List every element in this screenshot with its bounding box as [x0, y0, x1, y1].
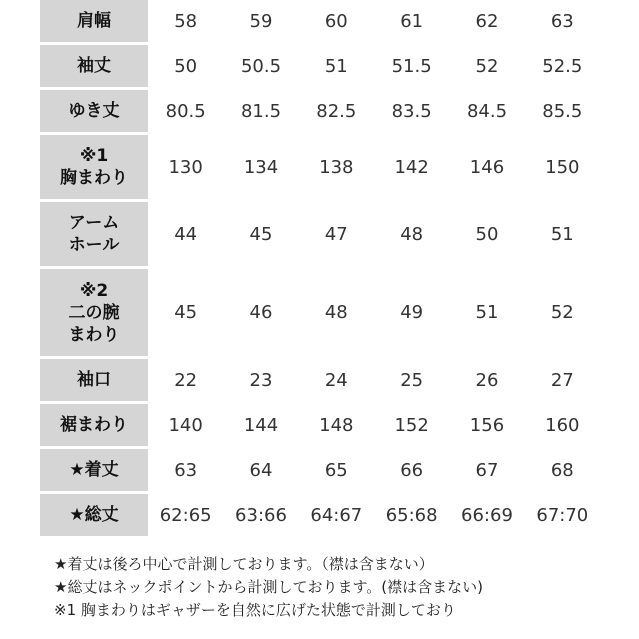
cell: 52.5 — [542, 55, 583, 77]
cell: 142 — [394, 156, 429, 178]
cell: 64 — [249, 459, 273, 481]
row-label: 肩幅 — [40, 0, 148, 44]
cell: 160 — [545, 414, 580, 436]
size-table — [40, 0, 600, 539]
cell: 61 — [400, 11, 424, 33]
cell: 63 — [174, 459, 198, 481]
cell: 63:66 — [235, 504, 287, 526]
cell: 65:68 — [385, 504, 438, 526]
row-label: 裾まわり — [40, 403, 148, 448]
cell: 144 — [243, 414, 279, 436]
table-row — [40, 448, 600, 493]
cell: 68 — [550, 459, 574, 481]
cell: 83.5 — [391, 100, 432, 122]
cell: 48 — [324, 302, 348, 323]
cell: 148 — [319, 414, 354, 436]
cell: 64:67 — [310, 504, 363, 526]
table-row — [40, 358, 600, 403]
cell: 50.5 — [240, 55, 282, 77]
cell: 65 — [324, 459, 348, 481]
cell: 47 — [324, 223, 348, 245]
cell: 62 — [475, 11, 499, 33]
table-row — [40, 403, 600, 448]
cell: 52 — [550, 302, 574, 323]
cell: 44 — [174, 223, 198, 245]
cell: 80.5 — [165, 100, 206, 122]
row-label: ※1 胸まわり — [40, 134, 148, 201]
cell: 81.5 — [240, 100, 282, 122]
cell: 60 — [324, 11, 348, 33]
row-label: ゆき丈 — [40, 89, 148, 134]
cell: 45 — [174, 302, 198, 323]
cell: 51.5 — [391, 55, 432, 77]
cell: 66:69 — [461, 504, 513, 526]
cell: 62:65 — [159, 504, 212, 526]
notes — [54, 553, 594, 622]
cell: 66 — [400, 459, 424, 481]
cell: 58 — [174, 11, 198, 33]
row-label: 袖口 — [40, 358, 148, 403]
cell: 150 — [545, 156, 580, 178]
note: ※1 胸まわりはギャザーを自然に広げた状態で計測しており — [54, 601, 456, 619]
cell: 48 — [400, 223, 424, 245]
cell: 45 — [249, 223, 273, 245]
cell: 50 — [174, 55, 198, 77]
cell: 52 — [475, 55, 499, 77]
row-label: ※2 二の腕 まわり — [40, 268, 148, 358]
table-row — [40, 44, 600, 89]
cell: 59 — [249, 11, 273, 33]
cell: 152 — [394, 414, 429, 436]
row-label: 袖丈 — [40, 44, 148, 89]
cell: 23 — [249, 369, 273, 391]
row-label: ★総丈 — [40, 493, 148, 538]
table-row — [40, 89, 600, 134]
table-row — [40, 268, 600, 358]
cell: 25 — [400, 369, 424, 391]
row-label: アーム ホール — [40, 201, 148, 268]
cell: 26 — [475, 369, 499, 391]
cell: 51 — [475, 302, 499, 323]
cell: 51 — [550, 223, 574, 245]
cell: 85.5 — [542, 100, 583, 122]
cell: 63 — [550, 11, 574, 33]
cell: 49 — [400, 302, 424, 323]
cell: 84.5 — [466, 100, 508, 122]
cell: 50 — [475, 223, 499, 245]
note: ★着丈は後ろ中心で計測しております。（襟は含まない） — [54, 555, 434, 573]
row-label: ★着丈 — [40, 448, 148, 493]
table-row — [40, 134, 600, 201]
cell: 130 — [168, 156, 203, 178]
cell: 22 — [174, 369, 198, 391]
cell: 24 — [324, 369, 348, 391]
table-row — [40, 201, 600, 268]
cell: 134 — [243, 156, 279, 178]
table-row — [40, 493, 600, 538]
table-row — [40, 0, 600, 44]
cell: 140 — [168, 414, 203, 436]
note: ★総丈はネックポイントから計測しております。(襟は含まない) — [54, 578, 483, 596]
cell: 51 — [324, 55, 348, 77]
cell: 146 — [469, 156, 505, 178]
cell: 82.5 — [316, 100, 357, 122]
cell: 46 — [249, 302, 273, 323]
cell: 27 — [550, 369, 574, 391]
cell: 67 — [475, 459, 499, 481]
cell: 156 — [469, 414, 505, 436]
cell: 138 — [319, 156, 354, 178]
cell: 67:70 — [536, 504, 589, 526]
